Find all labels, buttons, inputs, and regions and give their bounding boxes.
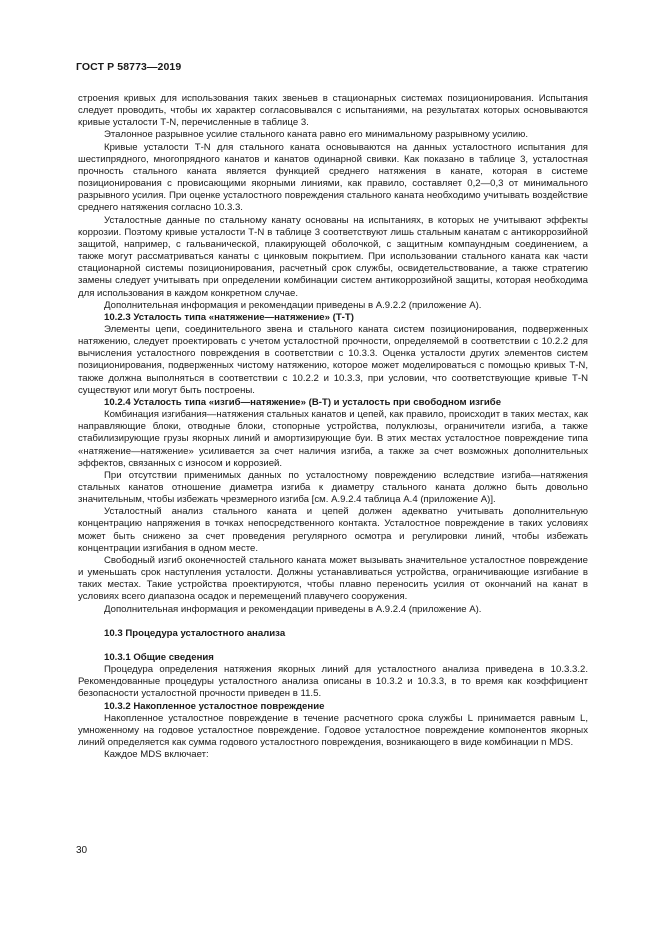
paragraph: Кривые усталости Т-N для стального каната основываются на данных усталостного испытания для шестипрядного, многопрядного канатов и канатов одинарной свивки. Как показано в таблице 3, усталостная прочность стального каната является функцией среднего натяжения в канате, которая в системе позиционирования с провисающими якорными линиями, как правило, составляет 0,2—0,3 от минимального разрывного усилия. При оценке усталостного повреждения стального каната необходимо учитывать воздействие среднего натяжения согласно 10.3.3. [78,141,588,214]
paragraph: Каждое MDS включает: [104,749,209,761]
paragraph: Накопленное усталостное повреждение в течение расчетного срока службы L принимается равным L, умноженному на годовое усталостное повреждение. Годовое усталостное повреждение компонентов якорных линий определяется как сумма годового усталостного повреждения, возникающего в виде комбинации n MDS. [78,712,588,748]
paragraph: Усталостные данные по стальному канату основаны на испытаниях, в которых не учитывают эффекты коррозии. Поэтому кривые усталости Т-N в таблице 3 соответствуют лишь стальным канатам с антикоррозийной защитой, например, с гальванической, плакирующей оболочкой, с защитным компаундным соединением, а также могут рассматриваться канаты с цинковым покрытием. При использовании стального каната как части стационарной системы позиционирования, расчетный срок службы, освидетельствование, а также стратегию замены следует учитывать при определении комбинации систем антикоррозийной защиты, которая необходима для использования в каждом конкретном случае. [78,214,588,299]
page-number: 30 [76,845,88,856]
document-code-header: ГОСТ Р 58773—2019 [76,61,182,73]
section-heading: 10.2.4 Усталость типа «изгиб—натяжение» (В-Т) и усталость при свободном изгибе [104,396,502,408]
paragraph: Свободный изгиб оконечностей стального каната может вызывать значительное усталостное повреждение и уменьшать срок наступления усталости. Должны устанавливаться устройства, ограничивающие изгибание в таких местах. Такие устройства проектируются, чтобы плавно переносить усилия от окончаний на канат в условиях всего диапазона осадок и перемещений плавучего сооружения. [78,554,588,603]
section-heading: 10.3.1 Общие сведения [104,651,214,663]
section-heading: 10.3 Процедура усталостного анализа [104,627,286,639]
section-heading: 10.2.3 Усталость типа «натяжение—натяжение» (Т-Т) [104,311,354,323]
paragraph: Эталонное разрывное усилие стального каната равно его минимальному разрывному усилию. [104,129,528,141]
section-heading: 10.3.2 Накопленное усталостное повреждение [104,700,325,712]
paragraph: Элементы цепи, соединительного звена и стального каната систем позиционирования, подверженных натяжению, следует проектировать с учетом усталостной прочности, определяемой в соответствии с 10.2.2 для вычисления усталостного повреждения в соответствии с 10.3.3. Оценка усталости других элементов систем позиционирования, подверженных чистому натяжению, которое может моделироваться с помощью кривых Т-N, также должна выполняться в соответствии с 10.2.2 и 10.3.3, при условии, что соответствующие кривые Т-N существуют или могут быть построены. [78,323,588,396]
paragraph: При отсутствии применимых данных по усталостному повреждению вследствие изгиба—натяжения стальных канатов отношение диаметра изгиба к диаметру стального каната должно быть довольно значительным, чтобы избежать чрезмерного изгиба [см. А.9.2.4 таблица А.4 (приложение А)]. [78,469,588,506]
paragraph: Комбинация изгибания—натяжения стальных канатов и цепей, как правило, происходит в таких местах, как направляющие блоки, отводные блоки, стопорные устройства, полуклюзы, ограничители изгиба, а также стабилизирующие грузы якорных линий и амортизирующие буи. В этих местах усталостное повреждение типа «натяжение—натяжение» усиливается за счет наличия изгиба, а также за счет возможных дополнительных эффектов, связанных с износом и коррозией. [78,409,588,469]
paragraph: строения кривых для использования таких звеньев в стационарных системах позиционирования. Испытания следует проводить, чтобы их характер согласовывался с испытаниями, на результатах которых основываются кривые усталости Т-N, перечисленные в таблице 3. [78,93,588,129]
paragraph: Процедура определения натяжения якорных линий для усталостного анализа приведена в 10.3.3.2. Рекомендованные процедуры усталостного анализа описаны в 10.3.2 и 10.3.3, в то время как коэффициент безопасности усталостной прочности приведен в 11.5. [78,664,588,700]
paragraph: Усталостный анализ стального каната и цепей должен адекватно учитывать дополнительную концентрацию напряжения в точках непосредственного контакта. Усталостное повреждение в таких условиях может быть снижено за счет проведения регулярного осмотра и регулировки линий, чтобы избежать концентрации изгибания в одном месте. [78,506,588,554]
paragraph: Дополнительная информация и рекомендации приведены в А.9.2.4 (приложение А). [104,603,482,615]
document-body [78,93,588,761]
section-spacer [78,640,588,652]
section-spacer [78,616,588,628]
paragraph: Дополнительная информация и рекомендации приведены в А.9.2.2 (приложение А). [104,299,482,311]
